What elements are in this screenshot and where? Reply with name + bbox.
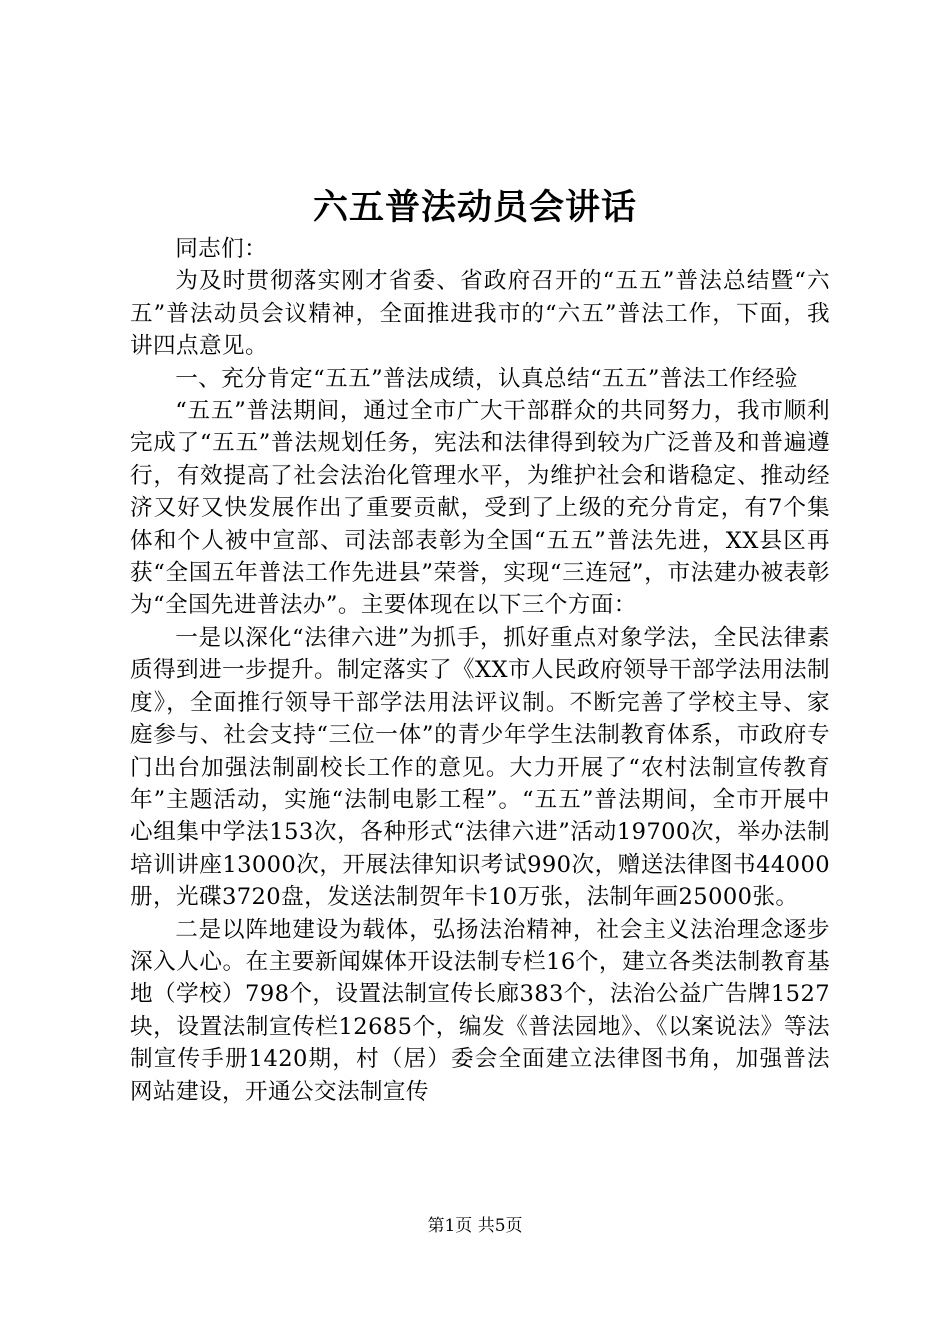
- paragraph-greeting: 同志们：: [175, 236, 268, 262]
- paragraph-intro: 为及时贯彻落实刚才省委、省政府召开的“五五”普法总结暨“六五”普法动员会议精神，全面推进我市的“六五”普法工作，下面，我讲四点意见。: [130, 268, 830, 360]
- paragraph-achievements: “五五”普法期间，通过全市广大干部群众的共同努力，我市顺利完成了“五五”普法规划任务，宪法和法律得到较为广泛普及和普遍遵行，有效提高了社会法治化管理水平，为维护社会和谐稳定、推动经济又好又快发展作出了重要贡献，受到了上级的充分肯定，有7个集体和个人被中宣部、司法部表彰为全国“五五”普法先进，XX县区再获“全国五年普法工作先进县”荣誉，实现“三连冠”，市法建办被表彰为“全国先进普法办”。主要体现在以下三个方面：: [130, 398, 830, 619]
- section-heading-1: 一、充分肯定“五五”普法成绩，认真总结“五五”普法工作经验: [175, 365, 798, 392]
- paragraph-point-2: 二是以阵地建设为载体，弘扬法治精神，社会主义法治理念逐步深入人心。在主要新闻媒体开设法制专栏16个，建立各类法制教育基地（学校）798个，设置法制宣传长廊383个，法治公益广告牌1527块，设置法制宣传栏12685个，编发《普法园地》、《以案说法》等法制宣传手册1420期，村（居）委会全面建立法律图书角，加强普法网站建设，开通公交法制宣传: [130, 916, 830, 1105]
- page-footer: 第1页 共5页: [427, 1216, 523, 1236]
- document-title: 六五普法动员会讲话: [312, 187, 637, 228]
- document-body: [130, 233, 830, 1108]
- paragraph-point-1: 一是以深化“法律六进”为抓手，抓好重点对象学法，全民法律素质得到进一步提升。制定落实了《XX市人民政府领导干部学法用法制度》，全面推行领导干部学法用法评议制。不断完善了学校主导、家庭参与、社会支持“三位一体”的青少年学生法制教育体系，市政府专门出台加强法制副校长工作的意见。大力开展了“农村法制宣传教育年”主题活动，实施“法制电影工程”。“五五”普法期间，全市开展中心组集中学法153次，各种形式“法律六进”活动19700次，举办法制培训讲座13000次，开展法律知识考试990次，赠送法律图书44000册，光碟3720盘，发送法制贺年卡10万张，法制年画25000张。: [130, 624, 830, 911]
